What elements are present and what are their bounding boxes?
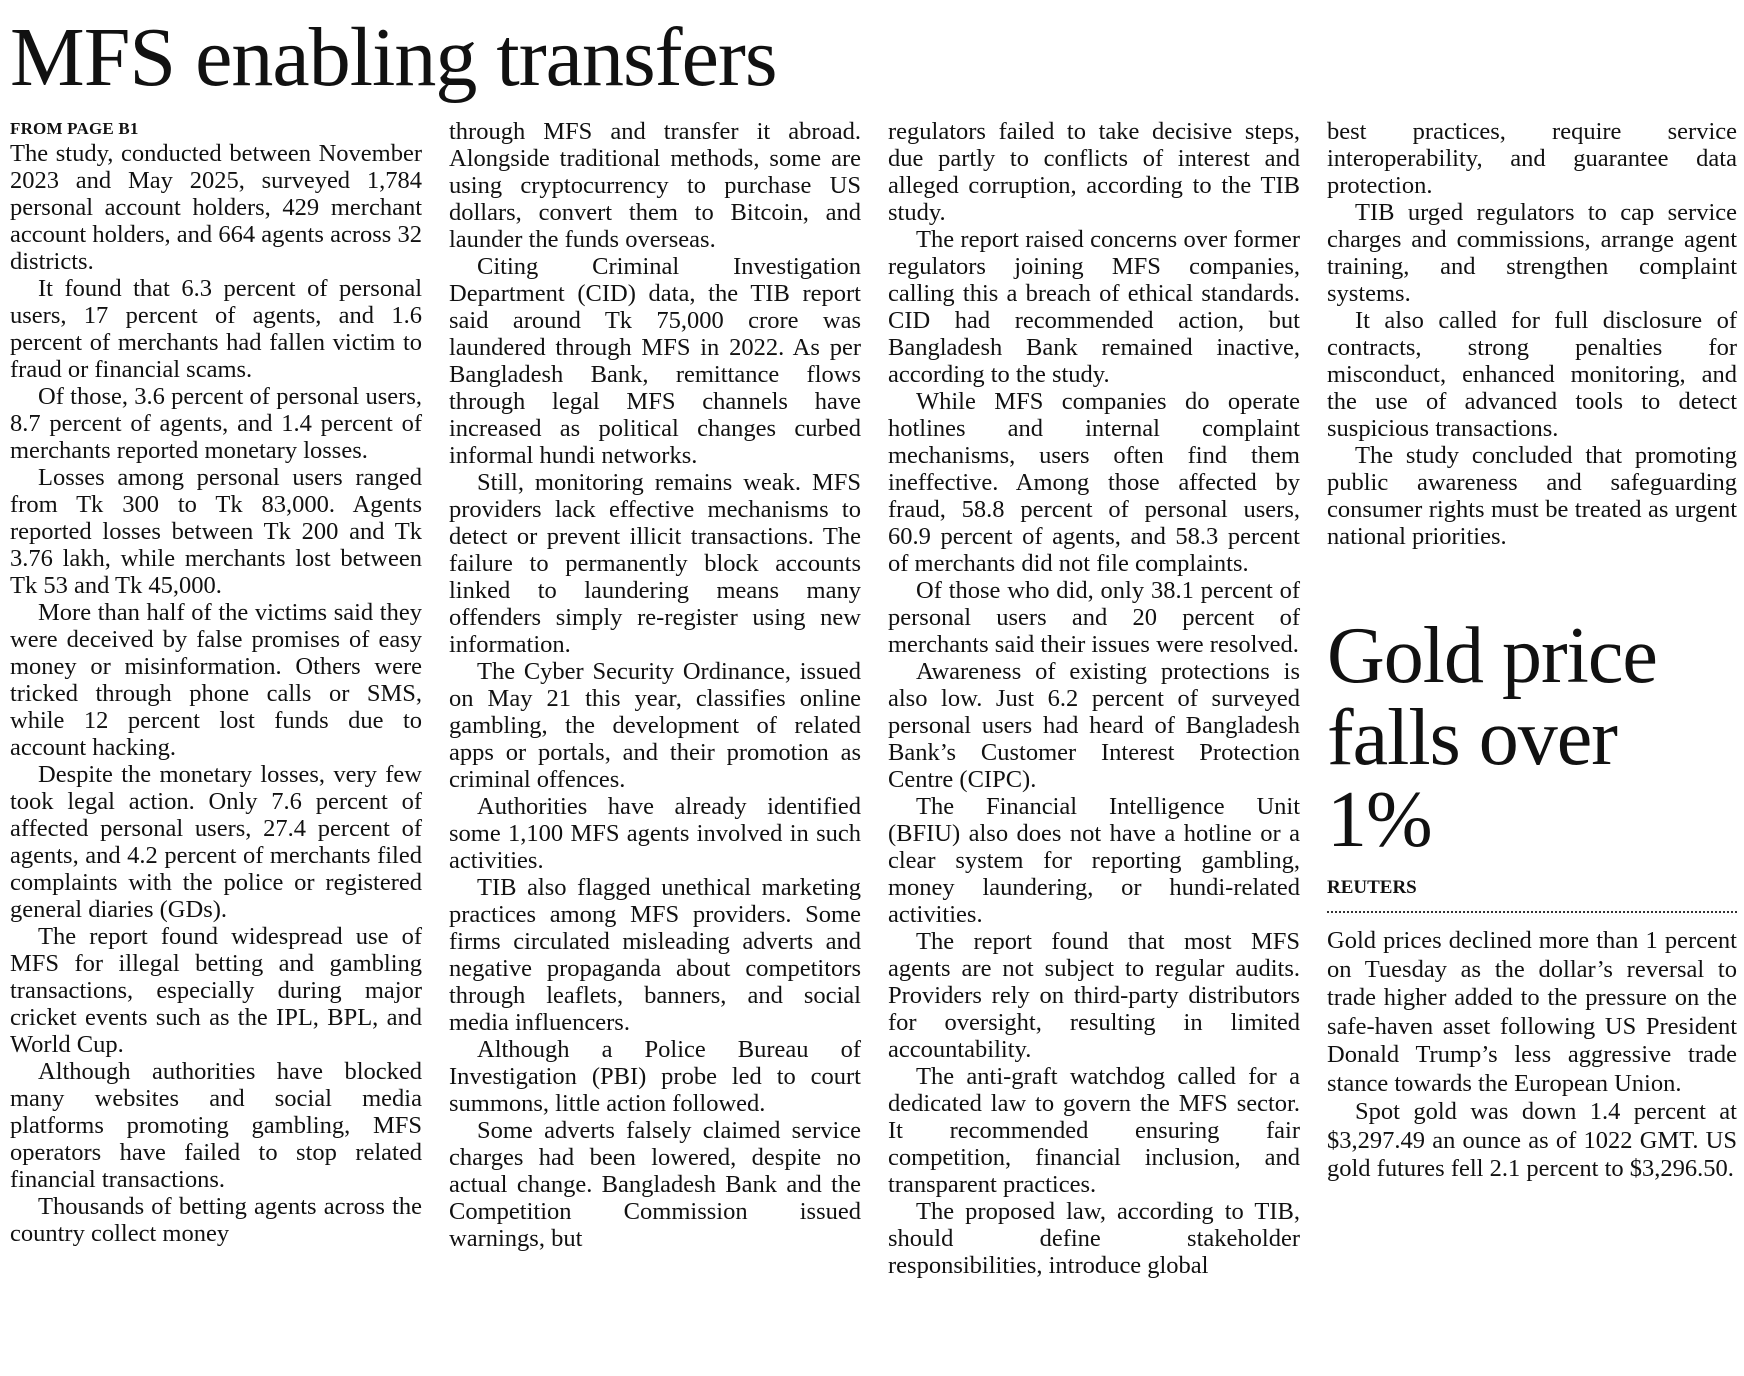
paragraph: through MFS and transfer it abroad. Alongside traditional methods, some are using cryptocurrency to purchase US dollars, convert them to Bitcoin, and launder the funds overseas. <box>449 118 861 253</box>
gold-article <box>1327 612 1737 1184</box>
paragraph: Awareness of existing protections is also low. Just 6.2 percent of surveyed personal users had heard of Bangladesh Bank’s Customer Interest Protection Centre (CIPC). <box>888 658 1300 793</box>
paragraph: Of those who did, only 38.1 percent of personal users and 20 percent of merchants said their issues were resolved. <box>888 577 1300 658</box>
from-page-kicker: FROM PAGE B1 <box>10 119 139 138</box>
paragraph: TIB urged regulators to cap service charges and commissions, arrange agent training, and strengthen complaint systems. <box>1327 199 1737 307</box>
paragraph: While MFS companies do operate hotlines and internal complaint mechanisms, users often find them ineffective. Among those affected by fraud, 58.8 percent of personal users, 60.9 percent of agents, and 58.3 percent of merchants did not file complaints. <box>888 388 1300 577</box>
paragraph: Although a Police Bureau of Investigation (PBI) probe led to court summons, little action followed. <box>449 1036 861 1117</box>
paragraph: It also called for full disclosure of contracts, strong penalties for misconduct, enhanced monitoring, and the use of advanced tools to detect suspicious transactions. <box>1327 307 1737 442</box>
paragraph: best practices, require service interoperability, and guarantee data protection. <box>1327 118 1737 199</box>
gold-headline <box>1327 612 1737 864</box>
paragraph: Spot gold was down 1.4 percent at $3,297.49 an ounce as of 1022 GMT. US gold futures fell 2.1 percent to $3,296.50. <box>1327 1098 1737 1182</box>
paragraph: It found that 6.3 percent of personal users, 17 percent of agents, and 1.6 percent of merchants had fallen victim to fraud or financial scams. <box>10 275 422 383</box>
paragraph: Still, monitoring remains weak. MFS providers lack effective mechanisms to detect or prevent illicit transactions. The failure to permanently block accounts linked to laundering means many offenders simply re-register using new information. <box>449 469 861 658</box>
article-column-3 <box>888 118 1300 1279</box>
paragraph: Gold prices declined more than 1 percent on Tuesday as the dollar’s reversal to trade higher added to the pressure on the safe-haven asset following US President Donald Trump’s less aggressive trade stance towards the European Union. <box>1327 927 1737 1097</box>
paragraph: Citing Criminal Investigation Department (CID) data, the TIB report said around Tk 75,000 crore was laundered through MFS in 2022. As per Bangladesh Bank, remittance flows through legal MFS channels have increased as political changes curbed informal hundi networks. <box>449 253 861 469</box>
gold-byline: REUTERS <box>1327 875 1737 913</box>
paragraph: regulators failed to take decisive steps, due partly to conflicts of interest and alleged corruption, according to the TIB study. <box>888 118 1300 226</box>
paragraph: The report found widespread use of MFS for illegal betting and gambling transactions, especially during major cricket events such as the IPL, BPL, and World Cup. <box>10 923 422 1058</box>
paragraph: The study, conducted between November 2023 and May 2025, surveyed 1,784 personal account holders, 429 merchant account holders, and 664 agents across 32 districts. <box>10 140 422 275</box>
paragraph: Some adverts falsely claimed service charges had been lowered, despite no actual change. Bangladesh Bank and the Competition Commission issued warnings, but <box>449 1117 861 1252</box>
paragraph: The anti-graft watchdog called for a dedicated law to govern the MFS sector. It recommended ensuring fair competition, financial inclusion, and transparent practices. <box>888 1063 1300 1198</box>
paragraph: Thousands of betting agents across the country collect money <box>10 1193 422 1247</box>
paragraph: Of those, 3.6 percent of personal users, 8.7 percent of agents, and 1.4 percent of merchants reported monetary losses. <box>10 383 422 464</box>
paragraph: Although authorities have blocked many websites and social media platforms promoting gambling, MFS operators have failed to stop related financial transactions. <box>10 1058 422 1193</box>
paragraph: Authorities have already identified some 1,100 MFS agents involved in such activities. <box>449 793 861 874</box>
article-column-2 <box>449 118 861 1252</box>
paragraph: The report found that most MFS agents are not subject to regular audits. Providers rely on third-party distributors for oversight, resulting in limited accountability. <box>888 928 1300 1063</box>
paragraph: Despite the monetary losses, very few took legal action. Only 7.6 percent of affected personal users, 27.4 percent of agents, and 4.2 percent of merchants filed complaints with the police or registered general diaries (GDs). <box>10 761 422 923</box>
paragraph: The report raised concerns over former regulators joining MFS companies, calling this a breach of ethical standards. CID had recommended action, but Bangladesh Bank remained inactive, according to the study. <box>888 226 1300 388</box>
main-headline: MFS enabling transfers <box>10 11 777 104</box>
paragraph: More than half of the victims said they were deceived by false promises of easy money or misinformation. Others were tricked through phone calls or SMS, while 12 percent lost funds due to account hacking. <box>10 599 422 761</box>
gold-article-body <box>1327 927 1737 1184</box>
article-column-4 <box>1327 118 1737 550</box>
paragraph: The Financial Intelligence Unit (BFIU) also does not have a hotline or a clear system for reporting gambling, money laundering, or hundi-related activities. <box>888 793 1300 928</box>
paragraph: The study concluded that promoting public awareness and safeguarding consumer rights must be treated as urgent national priorities. <box>1327 442 1737 550</box>
gold-headline-line-1: Gold price <box>1327 612 1657 700</box>
paragraph: Losses among personal users ranged from Tk 300 to Tk 83,000. Agents reported losses between Tk 200 and Tk 3.76 lakh, while merchants lost between Tk 53 and Tk 45,000. <box>10 464 422 599</box>
paragraph: The Cyber Security Ordinance, issued on May 21 this year, classifies online gambling, the development of related apps or portals, and their promotion as criminal offences. <box>449 658 861 793</box>
paragraph: TIB also flagged unethical marketing practices among MFS providers. Some firms circulated misleading adverts and negative propaganda about competitors through leaflets, banners, and social media influencers. <box>449 874 861 1036</box>
paragraph: The proposed law, according to TIB, should define stakeholder responsibilities, introduce global <box>888 1198 1300 1279</box>
gold-headline-line-2: falls over 1% <box>1327 694 1617 864</box>
article-column-1 <box>10 118 422 1247</box>
